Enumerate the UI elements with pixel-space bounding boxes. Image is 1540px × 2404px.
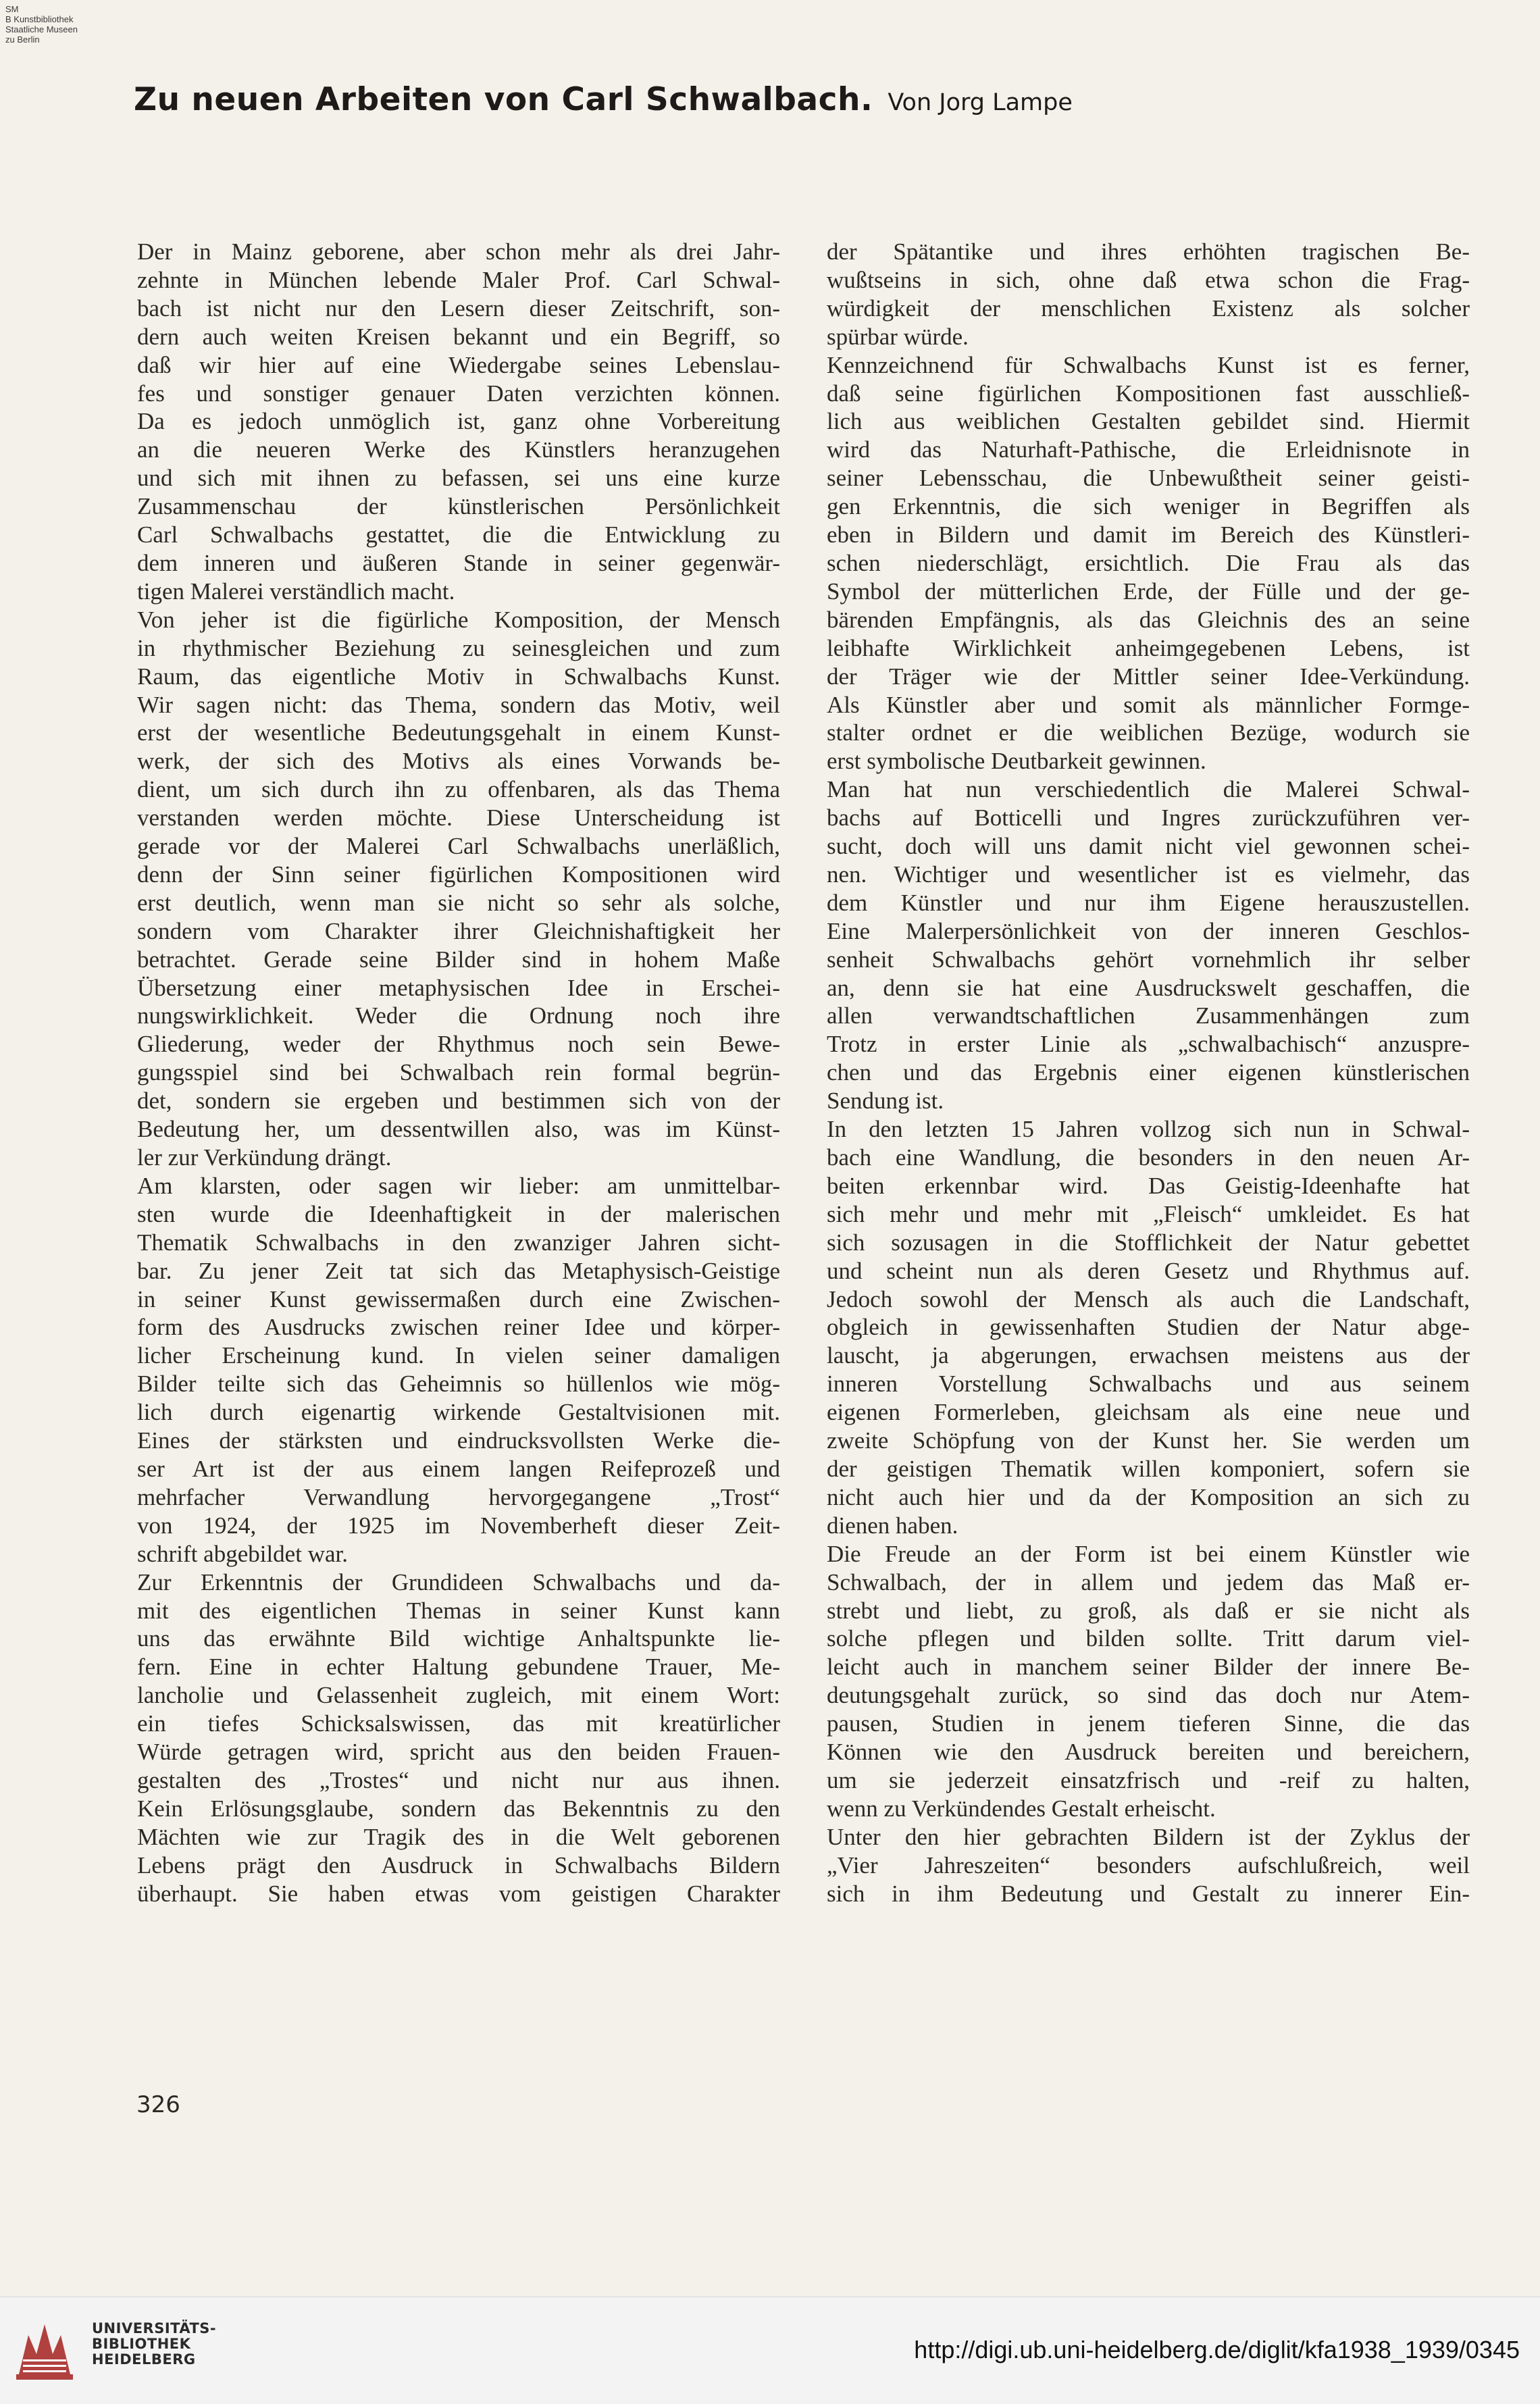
text-line: in seiner Kunst gewissermaßen durch eine Zwischen- <box>137 1285 780 1312</box>
text-line: Zur Erkenntnis der Grundideen Schwalbachs und da- <box>137 1568 780 1595</box>
text-line: Eines der stärksten und eindrucksvollsten Werke die- <box>137 1427 780 1454</box>
text-line: der Spätantike und ihres erhöhten tragischen Be- <box>827 238 1470 265</box>
text-line: Bedeutung her, um dessentwillen also, was im Künst- <box>137 1116 780 1143</box>
text-line: Können wie den Ausdruck bereiten und bereichern, <box>827 1739 1470 1766</box>
text-line: werk, der sich des Motivs als eines Vorwands be- <box>137 748 780 775</box>
text-line: würdigkeit der menschlichen Existenz als solcher <box>827 295 1470 322</box>
text-line: Würde getragen wird, spricht aus den beiden Frauen- <box>137 1739 780 1766</box>
text-line: daß seine figürlichen Kompositionen fast ausschließ- <box>827 380 1470 407</box>
text-line: erst der wesentliche Bedeutungsgehalt in einem Kunst- <box>137 719 780 746</box>
text-line: dern auch weiten Kreisen bekannt und ein Begriff, so <box>137 323 780 350</box>
text-line: an, denn sie hat eine Ausdruckswelt geschaffen, die <box>827 974 1470 1001</box>
text-line: nungswirklichkeit. Weder die Ordnung noch ihre <box>137 1002 780 1029</box>
text-line: Übersetzung einer metaphysischen Idee in Erschei- <box>137 974 780 1001</box>
text-line: deutungsgehalt zurück, so sind das doch nur Atem- <box>827 1682 1470 1709</box>
text-line: eben in Bildern und damit im Bereich des Künstleri- <box>827 521 1470 548</box>
text-column-left <box>137 238 780 1908</box>
text-line: sten wurde die Ideenhaftigkeit in der malerischen <box>137 1200 780 1227</box>
text-line: nicht auch hier und da der Komposition an sich zu <box>827 1483 1470 1510</box>
text-line: Man hat nun verschiedentlich die Malerei Schwal- <box>827 776 1470 803</box>
article-header <box>134 81 1417 118</box>
article-title: Zu neuen Arbeiten von Carl Schwalbach. <box>134 81 873 118</box>
text-line: Da es jedoch unmöglich ist, ganz ohne Vorbereitung <box>137 408 780 435</box>
text-line: Thematik Schwalbachs in den zwanziger Jahren sicht- <box>137 1229 780 1256</box>
text-line: sich in ihm Bedeutung und Gestalt zu innerer Ein- <box>827 1880 1470 1907</box>
library-name-line: HEIDELBERG <box>92 2351 196 2368</box>
text-line: und scheint nun als deren Gesetz und Rhythmus auf. <box>827 1257 1470 1284</box>
text-line: Als Künstler aber und somit als männlicher Formge- <box>827 691 1470 718</box>
text-line: von 1924, der 1925 im Novemberheft dieser Zeit- <box>137 1512 780 1539</box>
text-line: lauscht, ja abgerungen, erwachsen meistens aus der <box>827 1342 1470 1369</box>
text-line: Eine Malerpersönlichkeit von der inneren Geschlos- <box>827 917 1470 944</box>
text-line: wußtseins in sich, ohne daß etwa schon die Frag- <box>827 266 1470 293</box>
text-line: form des Ausdrucks zwischen reiner Idee und körper- <box>137 1314 780 1341</box>
university-seal-icon <box>9 2312 89 2388</box>
library-name-line: BIBLIOTHEK <box>92 2336 191 2352</box>
text-line: schen niederschlägt, ersichtlich. Die Frau als das <box>827 549 1470 576</box>
text-line: stalter ordnet er die weiblichen Bezüge, wodurch sie <box>827 719 1470 746</box>
text-line: Mächten wie zur Tragik des in die Welt geborenen <box>137 1823 780 1850</box>
text-line: Bilder teilte sich das Geheimnis so hüllenlos wie mög- <box>137 1371 780 1398</box>
text-line: bar. Zu jener Zeit tat sich das Metaphysisch-Geistige <box>137 1257 780 1284</box>
text-line: ser Art ist der aus einem langen Reifeprozeß und <box>137 1455 780 1482</box>
text-line: lancholie und Gelassenheit zugleich, mit einem Wort: <box>137 1682 780 1709</box>
text-line: erst deutlich, wenn man sie nicht so sehr als solche, <box>137 889 780 916</box>
text-line: beiten erkennbar wird. Das Geistig-Ideenhafte hat <box>827 1172 1470 1199</box>
text-line: pausen, Studien in jenem tieferen Sinne, die das <box>827 1710 1470 1737</box>
source-url[interactable]: http://digi.ub.uni-heidelberg.de/diglit/kfa1938_1939/0345 <box>914 2336 1520 2363</box>
text-line: chen und das Ergebnis einer eigenen künstlerischen <box>827 1059 1470 1086</box>
text-line: mehrfacher Verwandlung hervorgegangene „Trost“ <box>137 1483 780 1510</box>
text-line: In den letzten 15 Jahren vollzog sich nun in Schwal- <box>827 1116 1470 1143</box>
text-line: dem inneren und äußeren Stande in seiner gegenwär- <box>137 549 780 576</box>
text-line: bach ist nicht nur den Lesern dieser Zeitschrift, son- <box>137 295 780 322</box>
text-line: in rhythmischer Beziehung zu seinesgleichen und zum <box>137 634 780 661</box>
text-line: denn der Sinn seiner figürlichen Kompositionen wird <box>137 861 780 888</box>
stamp-line: B Kunstbibliothek <box>5 14 74 24</box>
text-line: sondern vom Charakter ihrer Gleichnishaftigkeit her <box>137 917 780 944</box>
text-line: sucht, doch will uns damit nicht viel gewonnen schei- <box>827 833 1470 860</box>
text-line: zehnte in München lebende Maler Prof. Carl Schwal- <box>137 266 780 293</box>
text-line: Zusammenschau der künstlerischen Persönlichkeit <box>137 493 780 520</box>
text-line: Raum, das eigentliche Motiv in Schwalbachs Kunst. <box>137 663 780 690</box>
stamp-line: zu Berlin <box>5 34 40 45</box>
text-line: allen verwandtschaftlichen Zusammenhängen zum <box>827 1002 1470 1029</box>
text-line: erst symbolische Deutbarkeit gewinnen. <box>827 748 1206 775</box>
text-line: dient, um sich durch ihn zu offenbaren, als das Thema <box>137 776 780 803</box>
text-line: dienen haben. <box>827 1512 958 1539</box>
text-line: leibhafte Wirklichkeit anheimgegebenen Lebens, ist <box>827 634 1470 661</box>
text-line: wenn zu Verkündendes Gestalt erheischt. <box>827 1795 1216 1822</box>
text-line: licher Erscheinung kund. In vielen seiner damaligen <box>137 1342 780 1369</box>
text-line: mit des eigentlichen Themas in seiner Kunst kann <box>137 1597 780 1624</box>
text-line: Jedoch sowohl der Mensch als auch die Landschaft, <box>827 1285 1470 1312</box>
text-line: Der in Mainz geborene, aber schon mehr als drei Jahr- <box>137 238 780 265</box>
text-line: Kennzeichnend für Schwalbachs Kunst ist es ferner, <box>827 351 1470 378</box>
text-line: Am klarsten, oder sagen wir lieber: am unmittelbar- <box>137 1172 780 1199</box>
text-line: bach eine Wandlung, die besonders in den neuen Ar- <box>827 1144 1470 1171</box>
text-line: det, sondern sie ergeben und bestimmen sich von der <box>137 1088 780 1115</box>
text-line: solche pflegen und bilden sollte. Tritt darum viel- <box>827 1625 1470 1652</box>
text-line: bärenden Empfängnis, als das Gleichnis des an seine <box>827 606 1470 633</box>
text-line: gestalten des „Trostes“ und nicht nur aus ihnen. <box>137 1766 780 1793</box>
text-line: spürbar würde. <box>827 323 969 350</box>
text-line: Carl Schwalbachs gestattet, die die Entwicklung zu <box>137 521 780 548</box>
text-line: obgleich in gewissenhaften Studien der Natur abge- <box>827 1314 1470 1341</box>
text-line: gen Erkenntnis, die sich weniger in Begriffen als <box>827 493 1470 520</box>
text-line: inneren Vorstellung Schwalbachs und aus seinem <box>827 1371 1470 1398</box>
text-line: Symbol der mütterlichen Erde, der Fülle und der ge- <box>827 578 1470 605</box>
text-line: an die neueren Werke des Künstlers heranzugehen <box>137 436 780 463</box>
text-line: überhaupt. Sie haben etwas vom geistigen Charakter <box>137 1880 780 1907</box>
text-line: strebt und liebt, zu groß, als daß er sie nicht als <box>827 1597 1470 1624</box>
text-line: sich sozusagen in die Stofflichkeit der Natur gebettet <box>827 1229 1470 1256</box>
stamp-line: Staatliche Museen <box>5 24 78 34</box>
text-line: zweite Schöpfung von der Kunst her. Sie werden um <box>827 1427 1470 1454</box>
text-line: leicht auch in manchem seiner Bilder der innere Be- <box>827 1654 1470 1681</box>
text-line: ler zur Verkündung drängt. <box>137 1144 392 1171</box>
text-line: uns das erwähnte Bild wichtige Anhaltspunkte lie- <box>137 1625 780 1652</box>
text-line: schrift abgebildet war. <box>137 1540 348 1567</box>
text-line: der Träger wie der Mittler seiner Idee-Verkündung. <box>827 663 1470 690</box>
text-line: Die Freude an der Form ist bei einem Künstler wie <box>827 1540 1470 1567</box>
text-line: Sendung ist. <box>827 1088 944 1115</box>
text-line: fern. Eine in echter Haltung gebundene Trauer, Me- <box>137 1654 780 1681</box>
text-line: Lebens prägt den Ausdruck in Schwalbachs Bildern <box>137 1851 780 1878</box>
text-line: Von jeher ist die figürliche Komposition, der Mensch <box>137 606 780 633</box>
text-line: fes und sonstiger genauer Daten verzichten können. <box>137 380 780 407</box>
text-line: ein tiefes Schicksalswissen, das mit kreatürlicher <box>137 1710 780 1737</box>
text-line: gerade vor der Malerei Carl Schwalbachs unerläßlich, <box>137 833 780 860</box>
stamp-line: SM <box>5 4 19 14</box>
text-line: nen. Wichtiger und wesentlicher ist es vielmehr, das <box>827 861 1470 888</box>
page-number: 326 <box>136 2091 180 2118</box>
text-line: Wir sagen nicht: das Thema, sondern das Motiv, weil <box>137 691 780 718</box>
text-line: sich mehr und mehr mit „Fleisch“ umkleidet. Es hat <box>827 1200 1470 1227</box>
text-line: Kein Erlösungsglaube, sondern das Bekenntnis zu den <box>137 1795 780 1822</box>
text-line: verstanden werden möchte. Diese Unterscheidung ist <box>137 804 780 832</box>
text-line: wird das Naturhaft-Pathische, die Erleidnisnote in <box>827 436 1470 463</box>
text-line: „Vier Jahreszeiten“ besonders aufschlußreich, weil <box>827 1851 1470 1878</box>
text-line: dem Künstler und nur ihm Eigene herauszustellen. <box>827 889 1470 916</box>
text-line: seiner Lebensschau, die Unbewußtheit seiner geisti- <box>827 465 1470 492</box>
library-name-line: UNIVERSITÄTS- <box>92 2320 217 2336</box>
text-line: lich durch eigenartig wirkende Gestaltvisionen mit. <box>137 1399 780 1426</box>
library-stamp <box>5 4 78 45</box>
text-line: tigen Malerei verständlich macht. <box>137 578 455 605</box>
text-line: senheit Schwalbachs gehört vornehmlich ihr selber <box>827 946 1470 973</box>
text-line: Unter den hier gebrachten Bildern ist der Zyklus der <box>827 1823 1470 1850</box>
text-line: um sie jederzeit einsatzfrisch und -reif zu halten, <box>827 1766 1470 1793</box>
text-line: Schwalbach, der in allem und jedem das Maß er- <box>827 1568 1470 1595</box>
text-line: und sich mit ihnen zu befassen, sei uns eine kurze <box>137 465 780 492</box>
text-line: lich aus weiblichen Gestalten gebildet sind. Hiermit <box>827 408 1470 435</box>
text-line: eigenen Formerleben, gleichsam als eine neue und <box>827 1399 1470 1426</box>
text-line: bachs auf Botticelli und Ingres zurückzuführen ver- <box>827 804 1470 832</box>
text-line: betrachtet. Gerade seine Bilder sind in hohem Maße <box>137 946 780 973</box>
text-column-right <box>827 238 1470 1908</box>
article-author: Von Jorg Lampe <box>888 89 1073 116</box>
text-line: Gliederung, weder der Rhythmus noch sein Bewe- <box>137 1031 780 1058</box>
text-line: Trotz in erster Linie als „schwalbachisch“ anzuspre- <box>827 1031 1470 1058</box>
text-line: daß wir hier auf eine Wiedergabe seines Lebenslau- <box>137 351 780 378</box>
library-name <box>92 2321 216 2368</box>
text-line: gungsspiel sind bei Schwalbach rein formal begrün- <box>137 1059 780 1086</box>
text-line: der geistigen Thematik willen komponiert, sofern sie <box>827 1455 1470 1482</box>
